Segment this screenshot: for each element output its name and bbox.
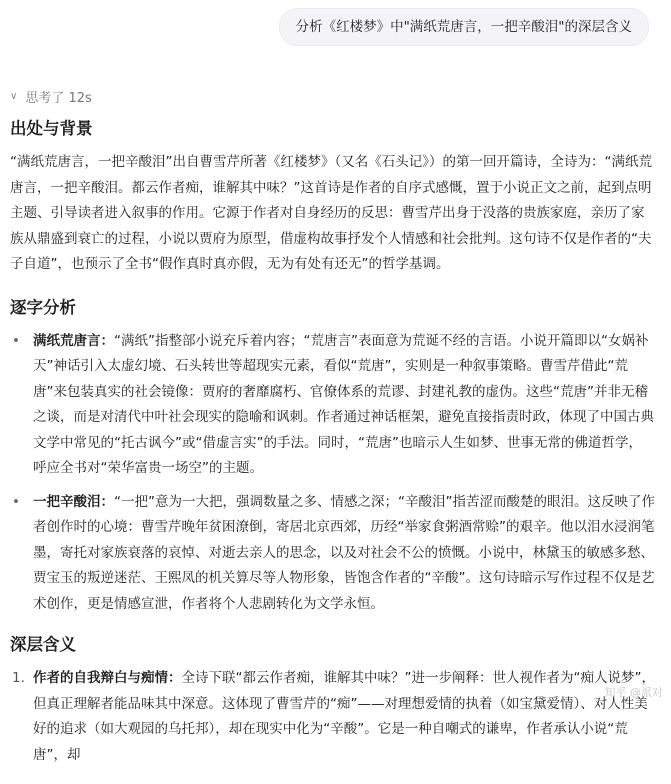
analysis-list — [10, 329, 655, 618]
list-item — [10, 329, 655, 482]
list-item-term: 满纸荒唐言： — [33, 332, 114, 349]
list-item-text: “满纸”指整部小说充斥着内容；“荒唐言”表面意为荒诞不经的言语。小说开篇即以“女娲补天”神话引入太虚幻境、石头转世等超现实元素，看似“荒唐”，实则是一种叙事策略。曹雪芹借此“荒唐”来包装真实的社会镜像：贾府的奢靡腐朽、官僚体系的荒谬、封建礼教的虚伪。这些“荒唐”并非无稽之谈，而是对清代中叶社会现实的隐喻和讽刺。作者通过神话框架，避免直接指责时政，体现了中国古典文学中常见的“托古讽今”或“借虚言实”的手法。同时，“荒唐”也暗示人生如梦、世事无常的佛道哲学，呼应全书对“荣华富贵一场空”的主题。 — [33, 332, 654, 476]
list-item-term: 作者的自我辩白与痴情： — [33, 670, 182, 686]
watermark: 知乎 @派对 — [604, 686, 663, 699]
list-item-text: “一把”意为一大把，强调数量之多、情感之深；“辛酸泪”指苦涩而酸楚的眼泪。这反映了作者创作时的心境：曹雪芹晚年贫困潦倒，寄居北京西郊，历经“举家食粥酒常赊”的艰辛。他以泪水浸润笔墨，寄托对家族衰落的哀悼、对逝去亲人的思念，以及对社会不公的愤慨。小说中，林黛玉的敏感多愁、贾宝玉的叛逆迷茫、王熙凤的机关算尽等人物形象，皆饱含作者的“辛酸”。这句诗暗示写作过程不仅是艺术创作，更是情感宣泄，作者将个人悲剧转化为文学永恒。 — [33, 493, 655, 612]
list-item — [10, 666, 655, 768]
thinking-label: 思考了 12s — [25, 91, 92, 106]
section-heading-analysis: 逐字分析 — [10, 297, 76, 317]
list-item-number: 1. — [12, 670, 25, 686]
thinking-toggle[interactable] — [10, 87, 92, 106]
meaning-list — [10, 666, 655, 768]
bullet-icon: • — [12, 493, 20, 510]
origin-paragraph: “满纸荒唐言，一把辛酸泪”出自曹雪芹所著《红楼梦》（又名《石头记》）的第一回开篇诗，全诗为：“满纸荒唐言，一把辛酸泪。都云作者痴，谁解其中味？”这首诗是作者的自序式感慨，置于小说正文之前，起到点明主题、引导读者进入叙事的作用。它源于作者对自身经历的反思：曹雪芹出身于没落的贵族家庭，亲历了家族从鼎盛到衰亡的过程，小说以贾府为原型，借虚构故事抒发个人情感和社会批判。这句诗不仅是作者的“夫子自道”，也预示了全书“假作真时真亦假，无为有处有还无”的哲学基调。 — [10, 154, 652, 272]
assistant-response — [10, 117, 655, 784]
bullet-icon: • — [12, 332, 20, 349]
list-item-text: 全诗下联“都云作者痴，谁解其中味？”进一步阐释：世人视作者为“痴人说梦”，但真正理解者能品味其中深意。这体现了曹雪芹的“痴”——对理想爱情的执着（如宝黛爱情）、对人性美好的追求（如大观园的乌托邦），却在现实中化为“辛酸”。它是一种自嘲式的谦卑，作者承认小说“荒唐”，却 — [33, 670, 655, 763]
user-message-row — [0, 0, 671, 46]
list-item-term: 一把辛酸泪： — [33, 493, 114, 510]
user-message-bubble: 分析《红楼梦》中"满纸荒唐言，一把辛酸泪"的深层含义 — [279, 8, 649, 46]
section-heading-meaning: 深层含义 — [10, 635, 76, 654]
list-item — [10, 490, 655, 618]
chevron-down-icon: ∨ — [10, 91, 18, 102]
section-heading-origin: 出处与背景 — [10, 119, 93, 138]
